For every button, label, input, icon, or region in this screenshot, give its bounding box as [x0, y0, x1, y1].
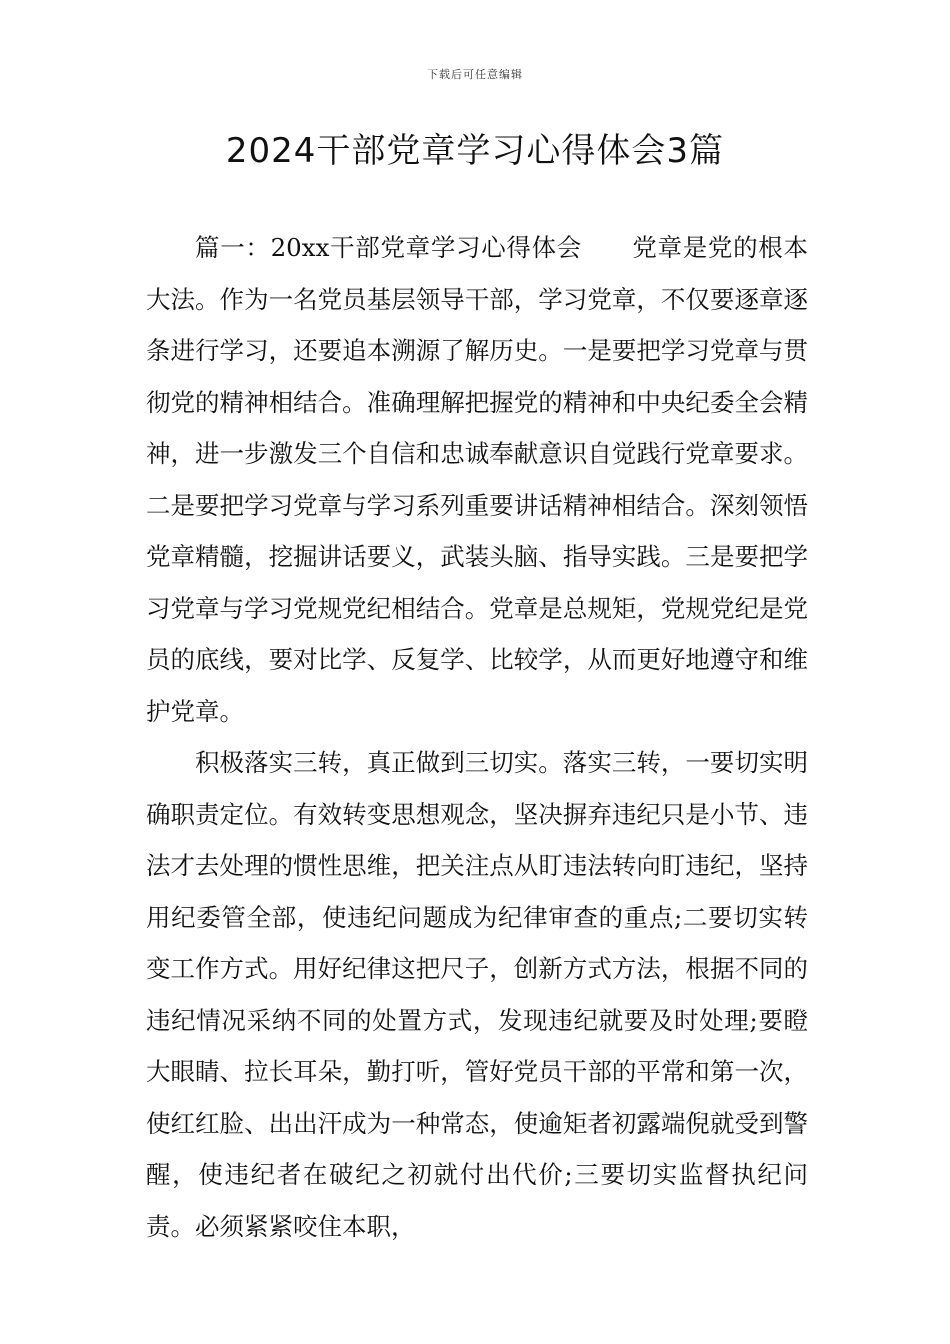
document-title: 2024干部党章学习心得体会3篇: [225, 131, 725, 171]
header-note: 下载后可任意编辑: [427, 68, 523, 81]
body-paragraph: 篇一：20xx干部党章学习心得体会 党章是党的根本大法。作为一名党员基层领导干部，学习党章，不仅要逐章逐条进行学习，还要追本溯源了解历史。一是要把学习党章与贯彻党的精神相结合。准确理解把握党的精神和中央纪委全会精神，进一步激发三个自信和忠诚奉献意识自觉践行党章要求。二是要把学习党章与学习系列重要讲话精神相结合。深刻领悟党章精髓，挖掘讲话要义，武装头脑、指导实践。三是要把学习党章与学习党规党纪相结合。党章是总规矩，党规党纪是党员的底线，要对比学、反复学、比较学，从而更好地遵守和维护党章。: [146, 233, 808, 726]
document-body: [146, 222, 808, 1252]
body-paragraph: 积极落实三转，真正做到三切实。落实三转，一要切实明确职责定位。有效转变思想观念，坚决摒弃违纪只是小节、违法才去处理的惯性思维，把关注点从盯违法转向盯违纪，坚持用纪委管全部，使违纪问题成为纪律审查的重点;二要切实转变工作方式。用好纪律这把尺子，创新方式方法，根据不同的违纪情况采纳不同的处置方式，发现违纪就要及时处理;要瞪大眼睛、拉长耳朵，勤打听，管好党员干部的平常和第一次，使红红脸、出出汗成为一种常态，使逾矩者初露端倪就受到警醒，使违纪者在破纪之初就付出代价;三要切实监督执纪问责。必须紧紧咬住本职，: [146, 748, 808, 1241]
